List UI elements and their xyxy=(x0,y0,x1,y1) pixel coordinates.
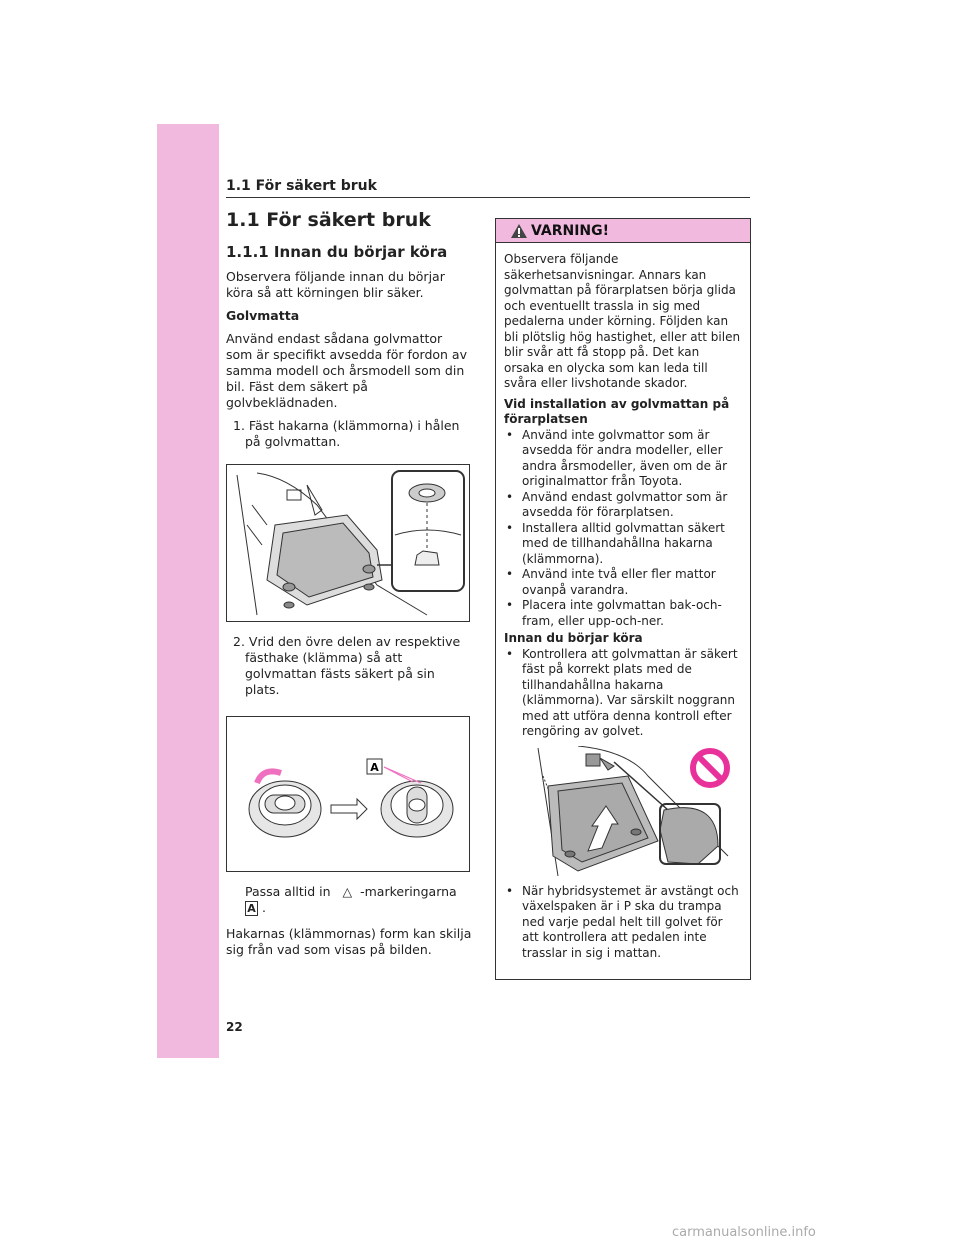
list-item: • Använd inte två eller fler mattor ovanpå varandra. xyxy=(506,567,716,597)
list-item: • Placera inte golvmattan bak-och-fram, eller upp-och-ner. xyxy=(506,598,722,628)
alignment-note xyxy=(226,884,472,916)
figure-floor-mat-hooks xyxy=(226,464,470,622)
list-item: • Använd endast golvmattor som är avsedda för förarplatsen. xyxy=(506,489,728,519)
warning-section1-list xyxy=(504,428,742,630)
label-a-badge: A xyxy=(245,901,258,916)
floor-mat-illustration xyxy=(227,465,469,621)
warning-section2-title: Innan du börjar köra xyxy=(504,631,643,645)
watermark: carmanualsonline.info xyxy=(672,1225,816,1240)
warning-title: VARNING! xyxy=(531,222,610,239)
figure-prohibited-mat xyxy=(518,746,738,876)
intro-text: Observera följande innan du börjar köra så att körningen blir säker. xyxy=(226,269,445,300)
list-item: • När hybridsystemet är avstängt och växelspaken är i P ska du trampa ned varje pedal helt till golvet för att kontrollera att pedalen inte trasslar in sig i mattan. xyxy=(506,883,739,960)
warning-section1-title: Vid installation av golvmattan på förarplatsen xyxy=(504,396,730,426)
step-1: 1. Fäst hakarna (klämmorna) i hålen på golvmattan. xyxy=(233,418,460,449)
magnified-clip-inset xyxy=(392,471,464,591)
page-number: 22 xyxy=(226,1020,243,1034)
golvmatta-heading: Golvmatta xyxy=(226,308,300,323)
step-2: 2. Vrid den övre delen av respektive fästhake (klämma) så att golvmattan fästs säkert på sin plats. xyxy=(233,634,461,697)
clip-rotation-illustration xyxy=(227,717,469,871)
triangle-mark-icon: △ xyxy=(334,884,357,899)
note-pre: Passa alltid in xyxy=(245,884,331,899)
figure-clip-rotation xyxy=(226,716,470,872)
list-item: • Använd inte golvmattor som är avsedda för andra modeller, eller andra årsmodeller, även om de är originalmattor från Toyota. xyxy=(506,427,728,488)
note-mid: -markeringarna xyxy=(360,884,457,899)
warning-body xyxy=(496,243,750,961)
closing-text: Hakarnas (klämmornas) form kan skilja sig från vad som visas på bilden. xyxy=(226,926,472,957)
warning-box xyxy=(495,218,751,980)
warning-triangle-icon xyxy=(510,223,528,239)
page-sidebar-tab xyxy=(157,124,219,1058)
left-column xyxy=(226,205,472,965)
subsection-title: 1.1.1 Innan du börjar köra xyxy=(226,243,448,261)
list-item: • Kontrollera att golvmattan är säkert fäst på korrekt plats med de tillhandahållna hakarna (klämmorna). Var särskilt noggrann med att utföra denna kontroll efter rengöring av golvet. xyxy=(506,646,738,738)
section-title: 1.1 För säkert bruk xyxy=(226,209,431,231)
prohibited-mat-illustration xyxy=(518,746,738,876)
prohibition-sign-icon xyxy=(693,751,727,785)
warning-intro: Observera följande säkerhetsanvisningar. Annars kan golvmattan på förarplatsen börja glida och eventuellt trassla in sig med pedalerna under körning. Följden kan bli plötslig hög hastighet, eller att bilen blir svår att få stopp på. Det kan orsaka en olycka som kan leda till svåra eller livshotande skador. xyxy=(504,252,741,390)
callout-a-label: A xyxy=(370,761,379,774)
header-rule xyxy=(226,197,750,198)
running-header: 1.1 För säkert bruk xyxy=(226,178,377,194)
note-end: . xyxy=(261,900,266,915)
list-item: • Installera alltid golvmattan säkert med de tillhandahållna hakarna (klämmorna). xyxy=(506,520,725,566)
golvmatta-body: Använd endast sådana golvmattor som är specifikt avsedda för fordon av samma modell och årsmodell som din bil. Fäst dem säkert på golvbeklädnaden. xyxy=(226,331,467,410)
warning-header xyxy=(496,219,750,243)
